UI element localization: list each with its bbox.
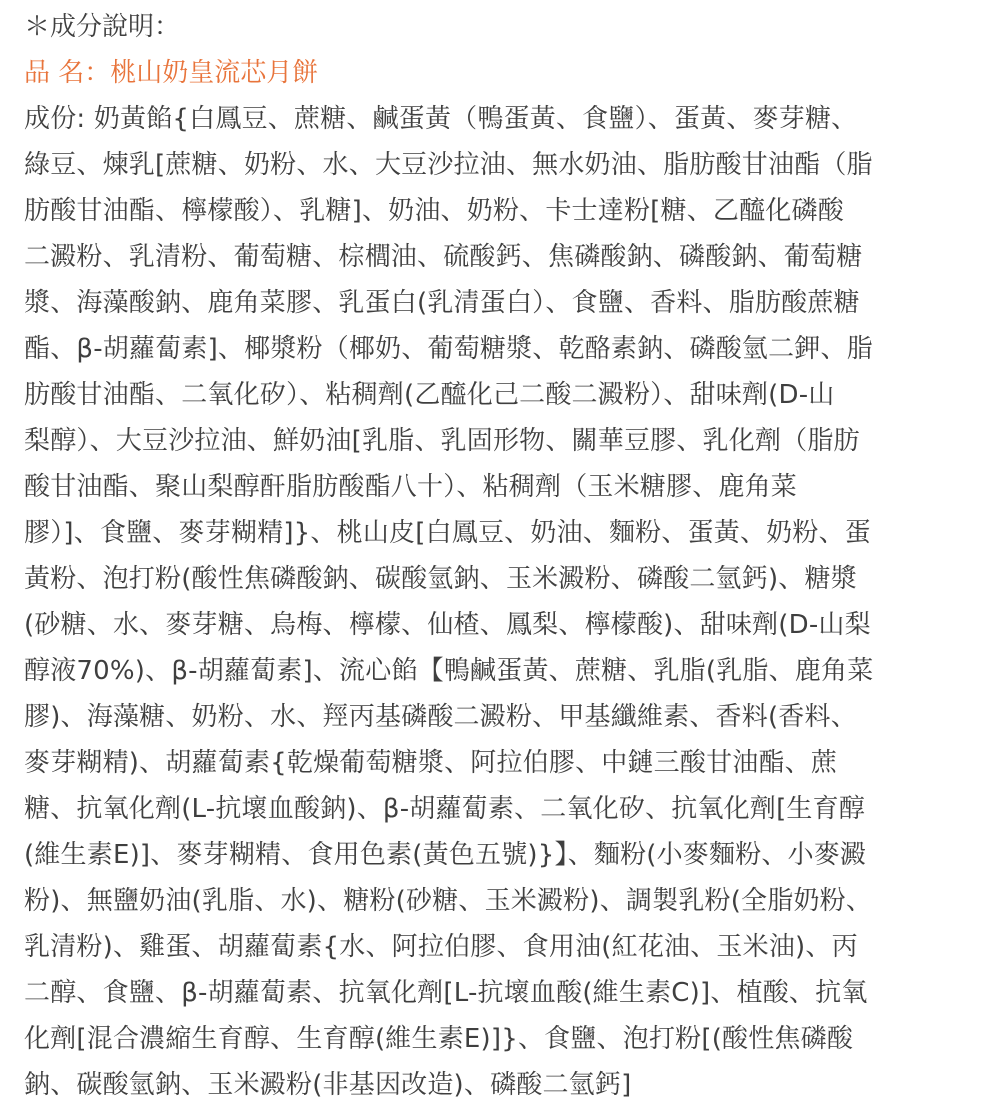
ingredient-line: 二醇、食鹽、β-胡蘿蔔素、抗氧化劑[L-抗壞血酸(維生素C)]、植酸、抗氧 <box>24 978 868 1008</box>
ingredient-line: 粉)、無鹽奶油(乳脂、水)、糖粉(砂糖、玉米澱粉)、調製乳粉(全脂奶粉、 <box>24 886 873 916</box>
ingredient-line: 成份: 奶黃餡{白鳳豆、蔗糖、鹹蛋黃（鴨蛋黃、食鹽）、蛋黃、麥芽糖、 <box>24 104 858 134</box>
ingredient-line: 鈉、碳酸氫鈉、玉米澱粉(非基因改造)、磷酸二氫鈣] <box>24 1070 632 1100</box>
ingredient-line: 二澱粉、乳清粉、葡萄糖、棕櫚油、硫酸鈣、焦磷酸鈉、磷酸鈉、葡萄糖 <box>24 242 863 272</box>
ingredient-line: 膠）]、食鹽、麥芽糊精]}、桃山皮[白鳳豆、奶油、麵粉、蛋黃、奶粉、蛋 <box>24 518 871 548</box>
ingredient-line: 漿、海藻酸鈉、鹿角菜膠、乳蛋白(乳清蛋白）、食鹽、香料、脂肪酸蔗糖 <box>24 288 860 318</box>
ingredient-line: 醇液70%)、β-胡蘿蔔素]、流心餡【鴨鹹蛋黃、蔗糖、乳脂(乳脂、鹿角菜 <box>24 656 874 686</box>
ingredient-line: 黃粉、泡打粉(酸性焦磷酸鈉、碳酸氫鈉、玉米澱粉、磷酸二氫鈣)、糖漿 <box>24 564 857 594</box>
ingredient-line: 梨醇）、大豆沙拉油、鮮奶油[乳脂、乳固形物、關華豆膠、乳化劑（脂肪 <box>24 426 860 456</box>
ingredient-line: 肪酸甘油酯、檸檬酸）、乳糖]、奶油、奶粉、卡士達粉[糖、乙醯化磷酸 <box>24 196 844 226</box>
ingredient-line: 化劑[混合濃縮生育醇、生育醇(維生素E)]}、食鹽、泡打粉[(酸性焦磷酸 <box>24 1024 854 1054</box>
ingredient-line: 肪酸甘油酯、二氧化矽）、粘稠劑(乙醯化己二酸二澱粉）、甜味劑(D-山 <box>24 380 835 410</box>
ingredient-line: 綠豆、煉乳[蔗糖、奶粉、水、大豆沙拉油、無水奶油、脂肪酸甘油酯（脂 <box>24 150 873 180</box>
ingredient-line: 乳清粉)、雞蛋、胡蘿蔔素{水、阿拉伯膠、食用油(紅花油、玉米油)、丙 <box>24 932 858 962</box>
product-name: 品 名：桃山奶皇流芯月餅 <box>24 58 319 88</box>
ingredient-line: 酯、β-胡蘿蔔素]、椰漿粉（椰奶、葡萄糖漿、乾酪素鈉、磷酸氫二鉀、脂 <box>24 334 873 364</box>
ingredient-line: 麥芽糊精)、胡蘿蔔素{乾燥葡萄糖漿、阿拉伯膠、中鏈三酸甘油酯、蔗 <box>24 748 838 778</box>
ingredient-line: 糖、抗氧化劑(L-抗壞血酸鈉)、β-胡蘿蔔素、二氧化矽、抗氧化劑[生育醇 <box>24 794 866 824</box>
ingredient-line: (維生素E)]、麥芽糊精、食用色素(黃色五號)}】、麵粉(小麥麵粉、小麥澱 <box>24 840 867 870</box>
section-heading: ＊成分說明： <box>24 12 181 42</box>
ingredient-line: 膠)、海藻糖、奶粉、水、羥丙基磷酸二澱粉、甲基纖維素、香料(香料、 <box>24 702 857 732</box>
ingredient-line: 酸甘油酯、聚山梨醇酐脂肪酸酯八十）、粘稠劑（玉米糖膠、鹿角菜 <box>24 472 798 502</box>
ingredients-paragraph <box>24 96 978 1108</box>
ingredient-line: (砂糖、水、麥芽糖、烏梅、檸檬、仙楂、鳳梨、檸檬酸)、甜味劑(D-山梨 <box>24 610 871 640</box>
